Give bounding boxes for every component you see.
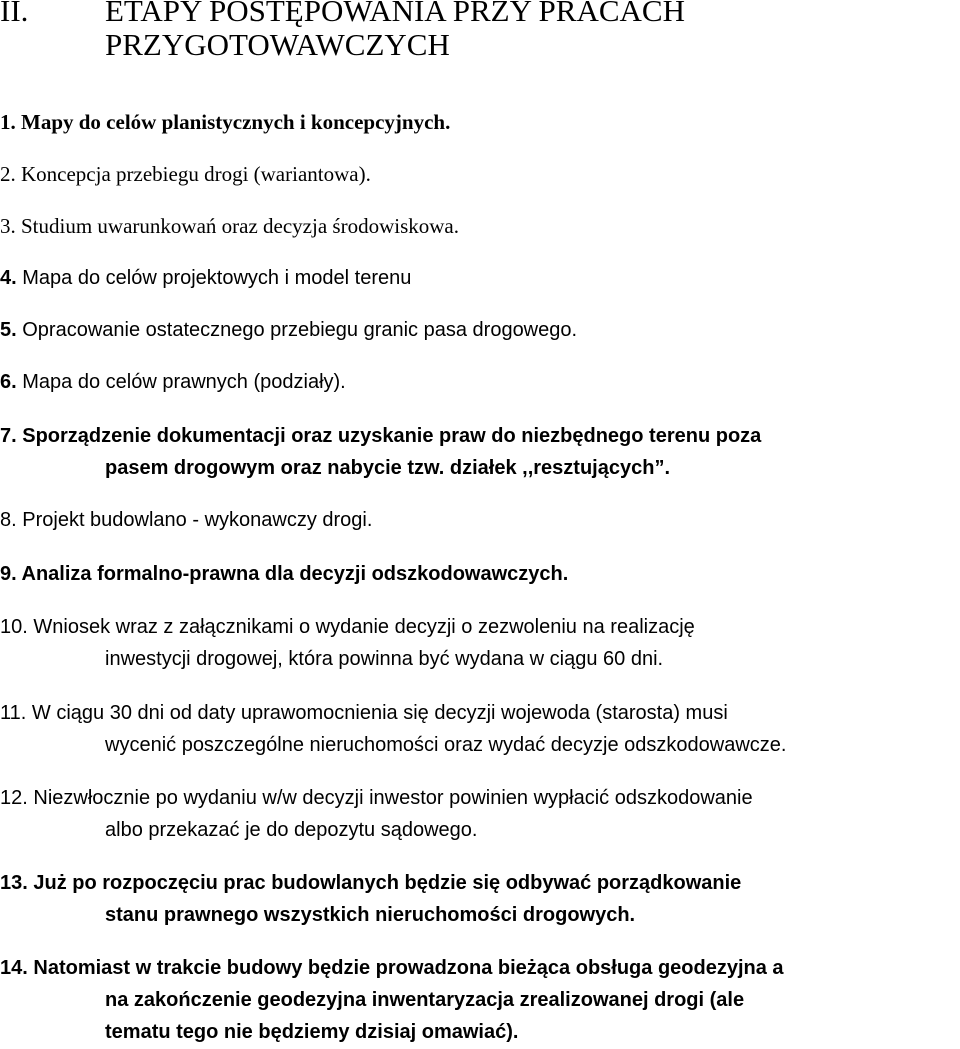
item-text: Już po rozpoczęciu prac budowlanych będzie się odbywać porządkowanie — [33, 872, 742, 894]
item-number: 1. — [0, 110, 16, 134]
item-text: Koncepcja przebiegu drogi (wariantowa). — [21, 162, 371, 186]
list-item — [0, 366, 958, 398]
item-text: Natomiast w trakcie budowy będzie prowadzona bieżąca obsługa geodezyjna a — [33, 957, 784, 979]
section-title: ETAPY POSTĘPOWANIA PRZY PRACACH PRZYGOTOWAWCZYCH — [105, 0, 685, 62]
item-text: Sporządzenie dokumentacji oraz uzyskanie praw do niezbędnego terenu poza — [22, 425, 762, 447]
item-number: 8. — [0, 509, 17, 531]
item-number: 11. — [0, 702, 27, 724]
item-text: Projekt budowlano - wykonawczy drogi. — [22, 509, 373, 531]
item-number: 3. — [0, 214, 16, 238]
item-number: 9. — [0, 563, 17, 585]
list-item — [0, 314, 958, 346]
item-text-continuation: tematu tego nie będziemy dzisiaj omawiać). — [105, 1021, 519, 1043]
list-item — [0, 504, 958, 536]
item-number: 5. — [0, 319, 17, 341]
section-number: II. — [0, 0, 29, 28]
item-text: Mapa do celów projektowych i model terenu — [22, 267, 412, 289]
item-text: Studium uwarunkowań oraz decyzja środowiskowa. — [21, 214, 459, 238]
item-text: Wniosek wraz z załącznikami o wydanie decyzji o zezwoleniu na realizację — [33, 616, 695, 638]
list-item — [0, 262, 958, 294]
list-item — [0, 782, 958, 846]
item-text: Mapa do celów prawnych (podziały). — [22, 371, 346, 393]
item-number: 14. — [0, 957, 28, 979]
item-number: 13. — [0, 872, 28, 894]
list-item — [0, 210, 958, 242]
list-item — [0, 158, 958, 190]
item-text: W ciągu 30 dni od daty uprawomocnienia się decyzji wojewoda (starosta) musi — [31, 702, 728, 724]
list-item — [0, 697, 958, 761]
list-item — [0, 867, 958, 931]
item-number: 10. — [0, 616, 28, 638]
list-item — [0, 558, 958, 590]
item-number: 4. — [0, 267, 17, 289]
item-text-continuation: wycenić poszczególne nieruchomości oraz wydać decyzje odszkodowawcze. — [105, 734, 787, 756]
list-item — [0, 611, 958, 675]
item-number: 12. — [0, 787, 28, 809]
item-text-continuation: na zakończenie geodezyjna inwentaryzacja zrealizowanej drogi (ale — [105, 989, 745, 1011]
item-text-continuation: stanu prawnego wszystkich nieruchomości drogowych. — [105, 904, 636, 926]
item-text: Niezwłocznie po wydaniu w/w decyzji inwestor powinien wypłacić odszkodowanie — [33, 787, 753, 809]
item-text-continuation: inwestycji drogowej, która powinna być wydana w ciągu 60 dni. — [105, 648, 664, 670]
item-number: 2. — [0, 162, 16, 186]
item-text-continuation: albo przekazać je do depozytu sądowego. — [105, 819, 478, 841]
item-number: 6. — [0, 371, 17, 393]
list-item — [0, 106, 958, 138]
item-text: Opracowanie ostatecznego przebiegu granic pasa drogowego. — [22, 319, 578, 341]
item-text: Analiza formalno-prawna dla decyzji odszkodowawczych. — [21, 563, 569, 585]
item-text-continuation: pasem drogowym oraz nabycie tzw. działek ,,resztujących”. — [105, 457, 670, 479]
list-item — [0, 420, 958, 484]
item-number: 7. — [0, 425, 17, 447]
item-text: Mapy do celów planistycznych i koncepcyjnych. — [21, 110, 451, 134]
list-item — [0, 952, 958, 1048]
